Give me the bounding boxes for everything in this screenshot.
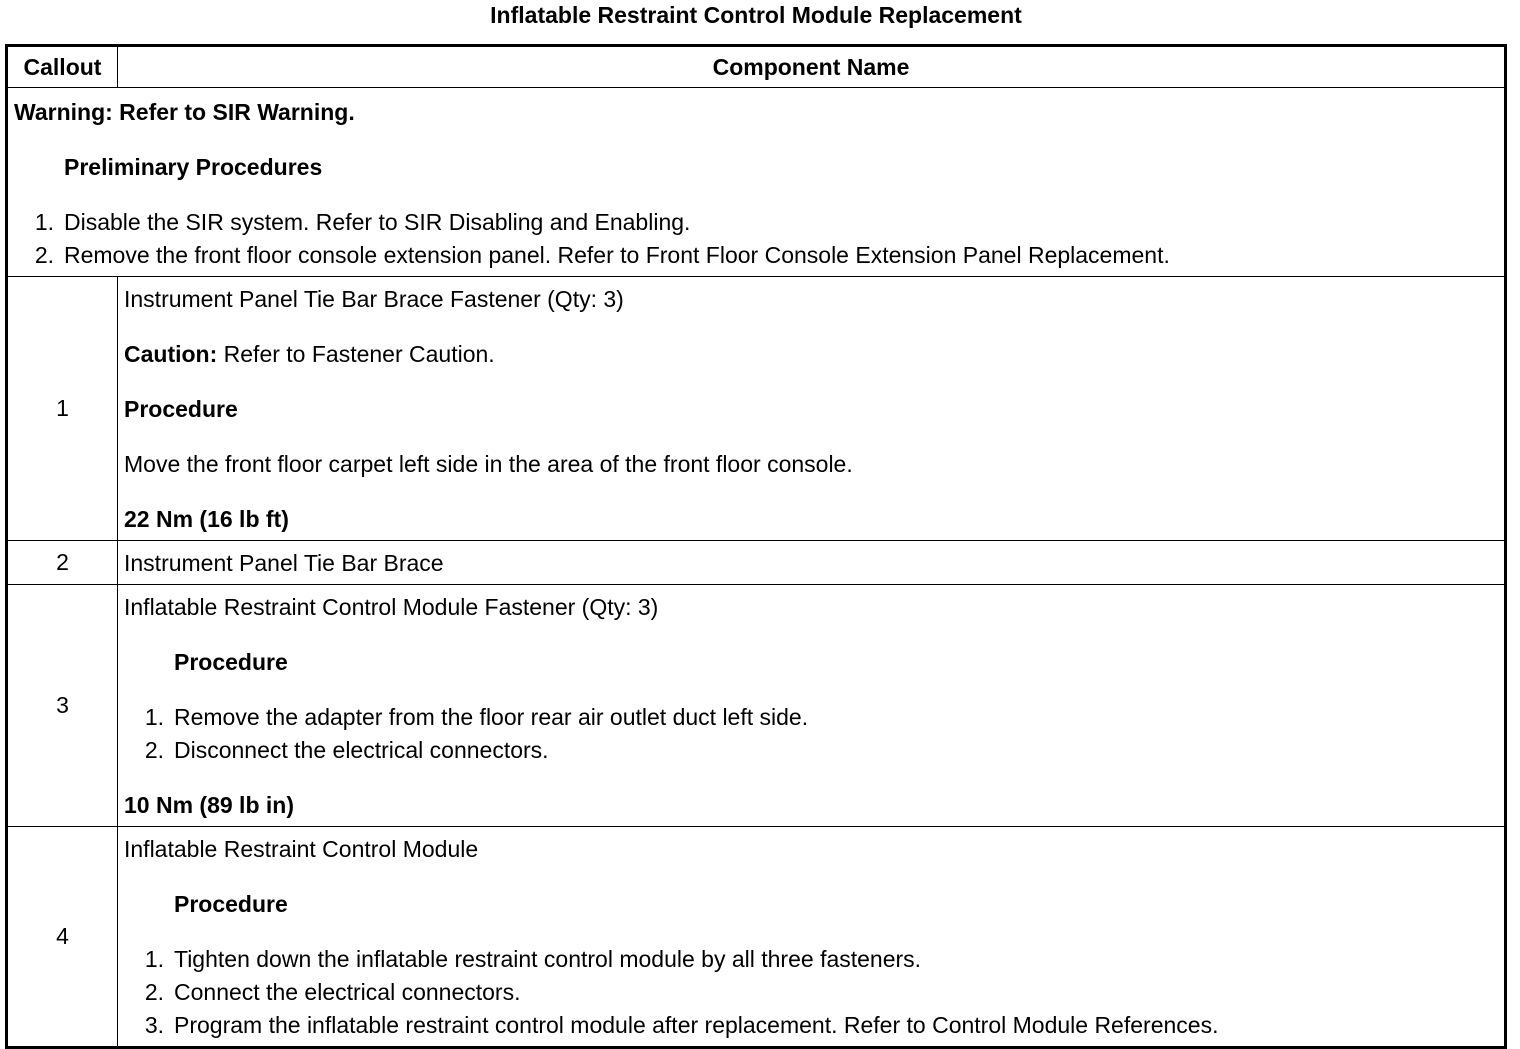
procedure-heading: Procedure [124, 396, 238, 422]
callout-number: 2 [7, 541, 118, 585]
step-text: Remove the front floor console extension panel. Refer to Front Floor Console Extension Panel Replacement. [64, 242, 1170, 268]
list-item [124, 943, 1504, 976]
column-header-callout: Callout [7, 46, 118, 88]
table-row [7, 827, 1506, 1048]
step-text: Disconnect the electrical connectors. [174, 737, 549, 763]
component-name: Inflatable Restraint Control Module Fastener (Qty: 3) [124, 594, 659, 620]
caution-note [124, 338, 1504, 371]
component-name: Inflatable Restraint Control Module [124, 836, 479, 862]
warning-text: Warning: Refer to SIR Warning. [14, 99, 355, 125]
procedure-table [5, 44, 1507, 1049]
step-text: Remove the adapter from the floor rear air outlet duct left side. [174, 704, 809, 730]
procedure-steps [124, 701, 1504, 767]
callout-number: 1 [7, 277, 118, 541]
preliminary-steps [14, 206, 1504, 272]
table-row [7, 541, 1506, 585]
procedure-text: Move the front floor carpet left side in the area of the front floor console. [124, 451, 853, 477]
page-title: Inflatable Restraint Control Module Replacement [490, 2, 1022, 28]
step-number: 2. [34, 242, 54, 268]
procedure-heading: Procedure [174, 649, 288, 675]
callout-number: 3 [7, 585, 118, 827]
component-name: Instrument Panel Tie Bar Brace Fastener (Qty: 3) [124, 286, 624, 312]
list-item [14, 239, 1504, 272]
table-header-row [7, 46, 1506, 88]
caution-text: Refer to Fastener Caution. [217, 341, 495, 367]
step-number: 1. [144, 704, 164, 730]
step-number: 3. [144, 1012, 164, 1038]
torque-spec: 22 Nm (16 lb ft) [124, 506, 289, 532]
component-cell [118, 585, 1506, 827]
caution-label: Caution: [124, 341, 218, 367]
step-number: 1. [34, 209, 54, 235]
step-number: 2. [144, 979, 164, 1005]
step-text: Disable the SIR system. Refer to SIR Disabling and Enabling. [64, 209, 691, 235]
procedure-heading: Procedure [174, 891, 288, 917]
step-text: Tighten down the inflatable restraint control module by all three fasteners. [174, 946, 922, 972]
procedure-steps [124, 943, 1504, 1042]
torque-spec: 10 Nm (89 lb in) [124, 792, 294, 818]
preliminary-heading: Preliminary Procedures [64, 154, 323, 180]
list-item [124, 701, 1504, 734]
component-cell [118, 541, 1506, 585]
component-name: Instrument Panel Tie Bar Brace [124, 550, 444, 576]
table-row [7, 585, 1506, 827]
list-item [124, 976, 1504, 1009]
preliminary-cell [7, 88, 1506, 277]
step-text: Program the inflatable restraint control module after replacement. Refer to Control Module References. [174, 1012, 1219, 1038]
list-item [14, 206, 1504, 239]
column-header-component-name: Component Name [118, 46, 1506, 88]
component-cell [118, 827, 1506, 1048]
callout-number: 4 [7, 827, 118, 1048]
step-number: 1. [144, 946, 164, 972]
list-item [124, 1009, 1504, 1042]
preliminary-row [7, 88, 1506, 277]
table-row [7, 277, 1506, 541]
step-text: Connect the electrical connectors. [174, 979, 521, 1005]
step-number: 2. [144, 737, 164, 763]
component-cell [118, 277, 1506, 541]
list-item [124, 734, 1504, 767]
